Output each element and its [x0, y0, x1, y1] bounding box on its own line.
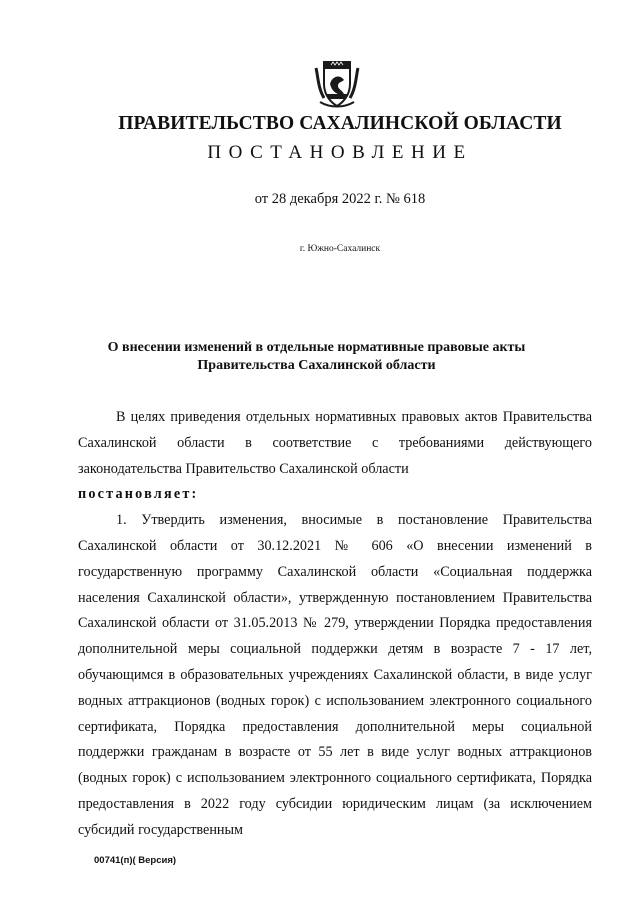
- form-version-code: 00741(п)( Версия): [94, 855, 177, 866]
- intro-text: В целях приведения отдельных нормативных правовых актов Правительства Сахалинской области в соответствие с требованиями действующего законодательства Правительство Сахалинской области: [78, 409, 592, 477]
- sakhalin-coat-of-arms-icon: [312, 54, 362, 110]
- document-type: ПОСТАНОВЛЕНИЕ: [207, 142, 473, 163]
- subject-line-2: Правительства Сахалинской области: [197, 358, 436, 373]
- document-body: [78, 405, 592, 844]
- subject-line-1: О внесении изменений в отдельные нормативные правовые акты: [107, 340, 526, 355]
- document-city: г. Южно-Сахалинск: [299, 244, 381, 254]
- decree-word: постановляет:: [78, 486, 199, 503]
- intro-paragraph: [78, 405, 592, 508]
- item-1-paragraph: 1. Утвердить изменения, вносимые в постановление Правительства Сахалинской области от 30.12.2021 № 606 «О внесении изменений в государственную программу Сахалинской области «Социальная поддержка населения Сахалинской области», утвержденную постановлением Правительства Сахалинской области от 31.05.2013 № 279, утверждении Порядка предоставления дополнительной меры социальной поддержки детям в возрасте 7 - 17 лет, обучающимся в образовательных учреждениях Сахалинской области, в виде услуг водных аттракционов (водных горок) с использованием электронного социального сертификата, Порядка предоставления дополнительной меры социальной поддержки гражданам в возрасте от 55 лет в виде услуг водных аттракционов (водных горок) с использованием электронного социального сертификата, Порядка предоставления в 2022 году субсидии юридическим лицам (за исключением субсидий государственным: [78, 512, 592, 838]
- document-date-number: от 28 декабря 2022 г. № 618: [254, 191, 426, 207]
- document-subject: [0, 339, 633, 375]
- government-name: ПРАВИТЕЛЬСТВО САХАЛИНСКОЙ ОБЛАСТИ: [118, 113, 562, 134]
